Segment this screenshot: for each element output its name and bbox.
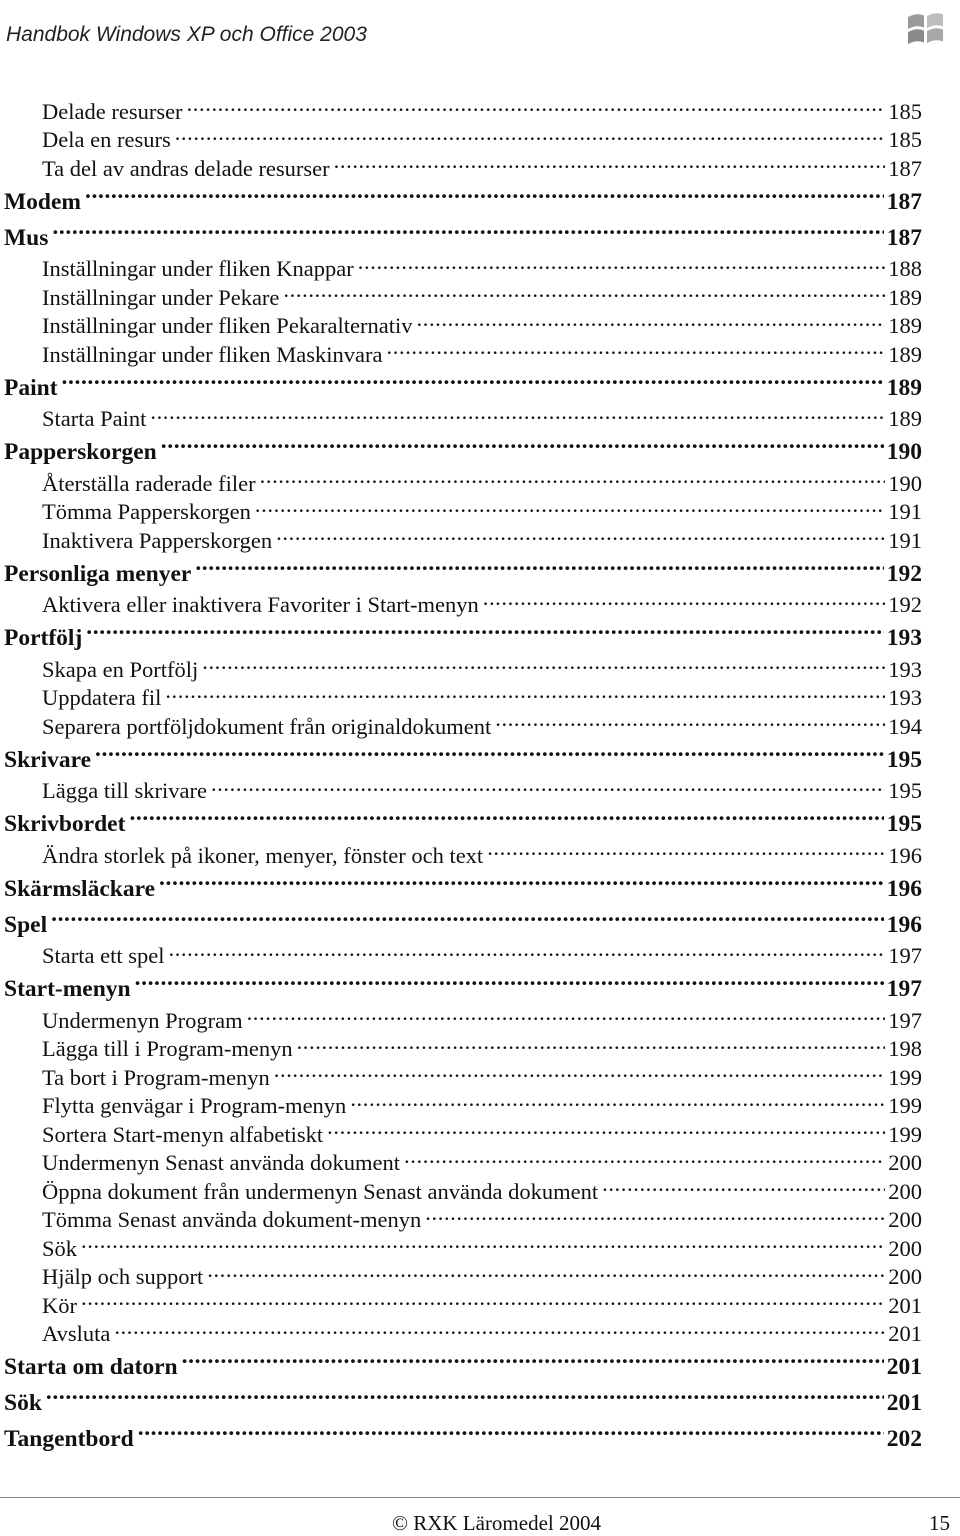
page-header <box>6 20 960 54</box>
toc-dot-leader <box>86 622 883 646</box>
toc-entry-title: Skrivare <box>4 746 92 773</box>
book-title: Handbok Windows XP och Office 2003 <box>6 23 367 46</box>
toc-entry-title: Separera portföljdokument från originaldokument <box>42 713 492 739</box>
toc-entry-page: 199 <box>888 1121 922 1147</box>
toc-entry-title: Inaktivera Papperskorgen <box>42 527 273 553</box>
toc-entry-title: Start-menyn <box>4 976 131 1002</box>
toc-entry-page: 185 <box>888 127 922 152</box>
toc-entry-title: Mus <box>4 224 49 251</box>
toc-entry-page: 201 <box>886 1390 922 1416</box>
toc-entry-page: 189 <box>888 341 922 367</box>
toc-entry-title: Kör <box>42 1292 77 1318</box>
toc-entry-title: Undermenyn Program <box>42 1007 243 1033</box>
toc-entry-title: Ta del av andras delade resurser <box>42 155 330 181</box>
toc-entry-sub[interactable] <box>4 1005 922 1034</box>
toc-entry-page: 191 <box>888 499 922 524</box>
toc-dot-leader <box>255 497 885 520</box>
toc-dot-leader <box>46 1387 884 1411</box>
toc-dot-leader <box>129 808 883 832</box>
toc-entry-main[interactable] <box>4 368 922 404</box>
toc-entry-page: 195 <box>886 811 922 837</box>
toc-entry-title: Skrivbordet <box>4 811 126 837</box>
toc-entry-sub[interactable] <box>4 1091 922 1120</box>
toc-entry-title: Tömma Senast använda dokument-menyn <box>42 1207 422 1232</box>
toc-dot-leader <box>81 1290 885 1313</box>
toc-entry-sub[interactable] <box>4 1319 922 1348</box>
toc-entry-title: Sök <box>42 1235 78 1261</box>
toc-entry-title: Inställningar under fliken Maskinvara <box>42 341 383 367</box>
toc-dot-leader <box>187 96 886 119</box>
toc-entry-sub[interactable] <box>4 525 922 554</box>
toc-entry-title: Ta bort i Program-menyn <box>42 1064 270 1090</box>
windows-flag-logo-icon <box>900 4 952 56</box>
toc-entry-main[interactable] <box>4 905 922 941</box>
toc-entry-main[interactable] <box>4 869 922 905</box>
toc-entry-page: 187 <box>888 155 922 181</box>
toc-entry-page: 198 <box>888 1036 922 1061</box>
toc-entry-page: 199 <box>888 1064 922 1090</box>
toc-entry-main[interactable] <box>4 740 922 776</box>
toc-entry-sub[interactable] <box>4 1148 922 1177</box>
toc-dot-leader <box>483 590 886 613</box>
toc-entry-page: 192 <box>886 560 922 587</box>
toc-entry-title: Spel <box>4 911 48 938</box>
toc-dot-leader <box>168 941 885 964</box>
toc-entry-sub[interactable] <box>4 1062 922 1091</box>
toc-entry-page: 187 <box>886 188 922 215</box>
toc-entry-page: 199 <box>888 1093 922 1118</box>
toc-entry-main[interactable] <box>4 554 922 590</box>
toc-dot-leader <box>487 840 885 863</box>
toc-entry-sub[interactable] <box>4 311 922 340</box>
toc-dot-leader <box>358 254 885 277</box>
toc-dot-leader <box>95 743 884 767</box>
toc-entry-main[interactable] <box>4 182 922 218</box>
toc-entry-sub[interactable] <box>4 282 922 311</box>
toc-entry-sub[interactable] <box>4 404 922 433</box>
toc-dot-leader <box>159 872 884 896</box>
toc-entry-sub[interactable] <box>4 840 922 869</box>
toc-dot-leader <box>247 1005 886 1028</box>
toc-entry-title: Starta Paint <box>42 406 147 431</box>
toc-dot-leader <box>138 1423 884 1447</box>
toc-entry-main[interactable] <box>4 432 922 468</box>
toc-entry-page: 197 <box>888 943 922 968</box>
toc-entry-title: Modem <box>4 188 82 215</box>
toc-entry-main[interactable] <box>4 804 922 840</box>
toc-dot-leader <box>211 776 885 799</box>
toc-entry-sub[interactable] <box>4 776 922 805</box>
toc-entry-title: Sök <box>4 1390 42 1416</box>
footer-divider <box>0 1497 960 1498</box>
toc-dot-leader <box>182 1351 884 1375</box>
toc-entry-page: 200 <box>888 1207 922 1232</box>
toc-dot-leader <box>495 711 885 734</box>
toc-entry-page: 201 <box>886 1354 922 1380</box>
toc-entry-page: 187 <box>886 224 922 251</box>
toc-entry-page: 195 <box>886 746 922 773</box>
toc-entry-sub[interactable] <box>4 96 922 125</box>
toc-entry-title: Aktivera eller inaktivera Favoriter i Start-menyn <box>42 592 479 617</box>
toc-entry-page: 189 <box>888 406 922 431</box>
toc-entry-title: Personliga menyer <box>4 560 192 587</box>
toc-entry-sub[interactable] <box>4 254 922 283</box>
toc-entry-sub[interactable] <box>4 1290 922 1319</box>
toc-entry-title: Skärmsläckare <box>4 875 156 902</box>
toc-entry-page: 200 <box>888 1150 922 1175</box>
toc-dot-leader <box>52 221 883 245</box>
toc-dot-leader <box>51 908 884 932</box>
toc-entry-page: 189 <box>888 313 922 338</box>
toc-entry-title: Hjälp och support <box>42 1264 204 1289</box>
toc-entry-sub[interactable] <box>4 1176 922 1205</box>
toc-dot-leader <box>195 557 883 581</box>
toc-entry-title: Inställningar under fliken Knappar <box>42 256 354 281</box>
toc-entry-page: 188 <box>888 256 922 281</box>
toc-entry-title: Ändra storlek på ikoner, menyer, fönster och text <box>42 842 484 868</box>
toc-dot-leader <box>81 1233 885 1256</box>
toc-entry-title: Starta om datorn <box>4 1354 178 1380</box>
toc-entry-page: 197 <box>888 1007 922 1033</box>
toc-entry-sub[interactable] <box>4 1233 922 1262</box>
toc-entry-title: Uppdatera fil <box>42 685 162 710</box>
toc-entry-page: 191 <box>888 527 922 553</box>
toc-dot-leader <box>260 468 886 491</box>
toc-entry-page: 195 <box>888 778 922 803</box>
toc-dot-leader <box>114 1319 885 1342</box>
toc-entry-title: Paint <box>4 374 58 401</box>
footer-page-number: 15 <box>929 1511 950 1535</box>
toc-entry-sub[interactable] <box>4 711 922 740</box>
toc-dot-leader <box>135 973 884 997</box>
toc-entry-title: Inställningar under fliken Pekaralternativ <box>42 313 413 338</box>
toc-dot-leader <box>404 1148 885 1171</box>
toc-entry-page: 197 <box>886 976 922 1002</box>
toc-entry-sub[interactable] <box>4 125 922 154</box>
toc-dot-leader <box>327 1119 885 1142</box>
toc-entry-title: Dela en resurs <box>42 127 171 152</box>
toc-entry-sub[interactable] <box>4 468 922 497</box>
toc-entry-page: 196 <box>888 842 922 868</box>
toc-entry-page: 190 <box>888 470 922 496</box>
toc-dot-leader <box>276 525 885 548</box>
toc-entry-page: 189 <box>888 284 922 310</box>
toc-entry-main[interactable] <box>4 969 922 1005</box>
toc-entry-sub[interactable] <box>4 1262 922 1291</box>
toc-entry-title: Tangentbord <box>4 1426 134 1452</box>
toc-dot-leader <box>175 125 886 148</box>
toc-entry-title: Delade resurser <box>42 98 183 124</box>
toc-entry-page: 194 <box>888 713 922 739</box>
toc-entry-main[interactable] <box>4 1383 922 1419</box>
toc-entry-page: 196 <box>886 875 922 902</box>
toc-entry-title: Lägga till i Program-menyn <box>42 1036 293 1061</box>
toc-dot-leader <box>297 1034 886 1057</box>
toc-dot-leader <box>350 1091 885 1114</box>
toc-entry-page: 193 <box>888 685 922 710</box>
toc-dot-leader <box>602 1176 885 1199</box>
footer-copyright: © RXK Läromedel 2004 <box>392 1511 601 1535</box>
toc-entry-page: 190 <box>886 439 922 465</box>
toc-entry-sub[interactable] <box>4 153 922 182</box>
toc-entry-sub[interactable] <box>4 1205 922 1234</box>
toc-dot-leader <box>161 436 884 460</box>
toc-entry-main[interactable] <box>4 618 922 654</box>
toc-entry-title: Tömma Papperskorgen <box>42 499 251 524</box>
toc-entry-title: Återställa raderade filer <box>42 470 256 496</box>
toc-dot-leader <box>425 1205 885 1228</box>
toc-entry-title: Sortera Start-menyn alfabetiskt <box>42 1121 324 1147</box>
toc-entry-title: Skapa en Portfölj <box>42 656 199 682</box>
toc-entry-page: 189 <box>886 374 922 401</box>
toc-entry-sub[interactable] <box>4 1034 922 1063</box>
toc-entry-page: 192 <box>888 592 922 617</box>
toc-dot-leader <box>62 371 884 395</box>
toc-dot-leader <box>207 1262 885 1285</box>
toc-entry-title: Portfölj <box>4 625 83 651</box>
toc-entry-title: Lägga till skrivare <box>42 778 207 803</box>
toc-dot-leader <box>150 404 885 427</box>
toc-entry-sub[interactable] <box>4 339 922 368</box>
toc-entry-page: 193 <box>886 625 922 651</box>
toc-entry-title: Papperskorgen <box>4 439 157 465</box>
toc-entry-page: 196 <box>886 911 922 938</box>
toc-entry-sub[interactable] <box>4 654 922 683</box>
toc-dot-leader <box>202 654 885 677</box>
toc-entry-sub[interactable] <box>4 683 922 712</box>
toc-dot-leader <box>274 1062 886 1085</box>
toc-entry-title: Undermenyn Senast använda dokument <box>42 1150 401 1175</box>
toc-entry-sub[interactable] <box>4 590 922 619</box>
toc-entry-page: 201 <box>888 1321 922 1346</box>
toc-entry-sub[interactable] <box>4 497 922 526</box>
toc-dot-leader <box>334 153 886 176</box>
toc-entry-sub[interactable] <box>4 941 922 970</box>
toc-dot-leader <box>165 683 885 706</box>
toc-entry-main[interactable] <box>4 218 922 254</box>
toc-dot-leader <box>417 311 886 334</box>
toc-entry-page: 193 <box>888 656 922 682</box>
toc-entry-title: Flytta genvägar i Program-menyn <box>42 1093 347 1118</box>
toc-entry-title: Inställningar under Pekare <box>42 284 280 310</box>
toc-dot-leader <box>387 339 886 362</box>
toc-entry-page: 185 <box>888 98 922 124</box>
toc-entry-page: 200 <box>888 1178 922 1204</box>
toc-entry-page: 202 <box>886 1426 922 1452</box>
toc-entry-title: Starta ett spel <box>42 943 165 968</box>
toc-entry-main[interactable] <box>4 1419 922 1455</box>
toc-entry-title: Öppna dokument från undermenyn Senast använda dokument <box>42 1178 599 1204</box>
toc-dot-leader <box>283 282 885 305</box>
toc-entry-page: 200 <box>888 1235 922 1261</box>
toc-entry-title: Avsluta <box>42 1321 111 1346</box>
toc-dot-leader <box>85 185 884 209</box>
toc-entry-page: 200 <box>888 1264 922 1289</box>
table-of-contents <box>4 96 922 1455</box>
toc-entry-page: 201 <box>888 1292 922 1318</box>
toc-entry-main[interactable] <box>4 1347 922 1383</box>
toc-entry-sub[interactable] <box>4 1119 922 1148</box>
